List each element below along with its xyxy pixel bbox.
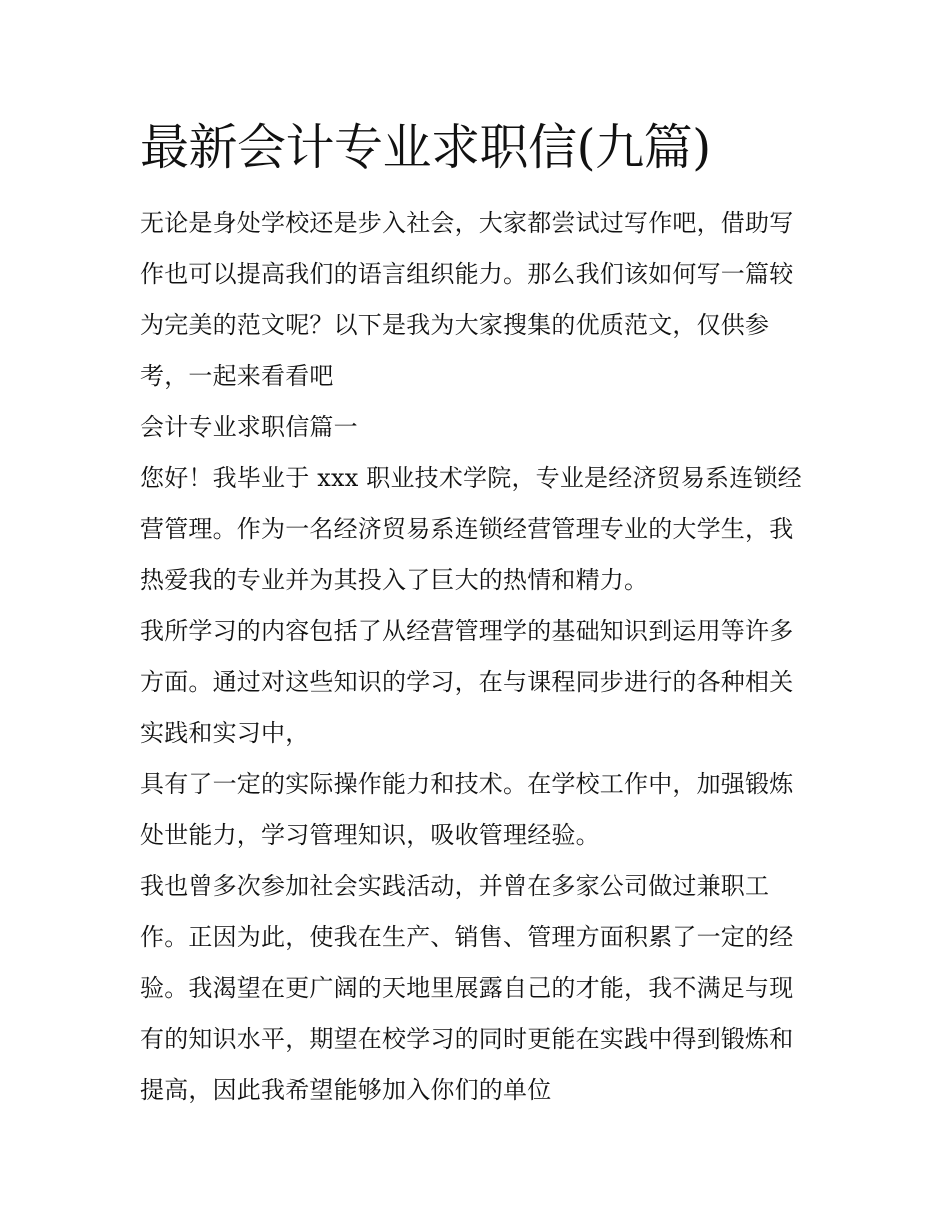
paragraph-line: 实践和实习中， — [140, 719, 310, 747]
document-title: 最新会计专业求职信(九篇) — [140, 119, 711, 176]
paragraph-line: 作。正因为此，使我在生产、销售、管理方面积累了一定的经 — [140, 923, 794, 951]
intro-line-2: 作也可以提高我们的语言组织能力。那么我们该如何写一篇较 — [140, 260, 794, 288]
intro-line-3: 为完美的范文呢？以下是我为大家搜集的优质范文，仅供参 — [140, 311, 770, 339]
paragraph-line: 我所学习的内容包括了从经营管理学的基础知识到运用等许多 — [140, 617, 794, 645]
paragraph-line: 热爱我的专业并为其投入了巨大的热情和精力。 — [140, 566, 649, 594]
paragraph-line: 我也曾多次参加社会实践活动，并曾在多家公司做过兼职工 — [140, 872, 770, 900]
paragraph-line: 有的知识水平，期望在校学习的同时更能在实践中得到锻炼和 — [140, 1025, 794, 1053]
paragraph-line: 具有了一定的实际操作能力和技术。在学校工作中，加强锻炼 — [140, 770, 794, 798]
document-body — [140, 198, 820, 1116]
intro-line-1: 无论是身处学校还是步入社会，大家都尝试过写作吧，借助写 — [140, 209, 794, 237]
intro-line-4: 考，一起来看看吧 — [140, 362, 334, 390]
paragraph-line: 处世能力，学习管理知识，吸收管理经验。 — [140, 821, 600, 849]
paragraph-line: 提高，因此我希望能够加入你们的单位 — [140, 1076, 552, 1104]
paragraph-line: 营管理。作为一名经济贸易系连锁经营管理专业的大学生，我 — [140, 515, 794, 543]
paragraph-line: 方面。通过对这些知识的学习，在与课程同步进行的各种相关 — [140, 668, 794, 696]
document-page — [140, 112, 820, 1116]
paragraph-line: 您好！我毕业于 xxx 职业技术学院，专业是经济贸易系连锁经 — [140, 464, 802, 492]
paragraph-line: 验。我渴望在更广阔的天地里展露自己的才能，我不满足与现 — [140, 974, 794, 1002]
section-heading: 会计专业求职信篇一 — [140, 413, 358, 441]
